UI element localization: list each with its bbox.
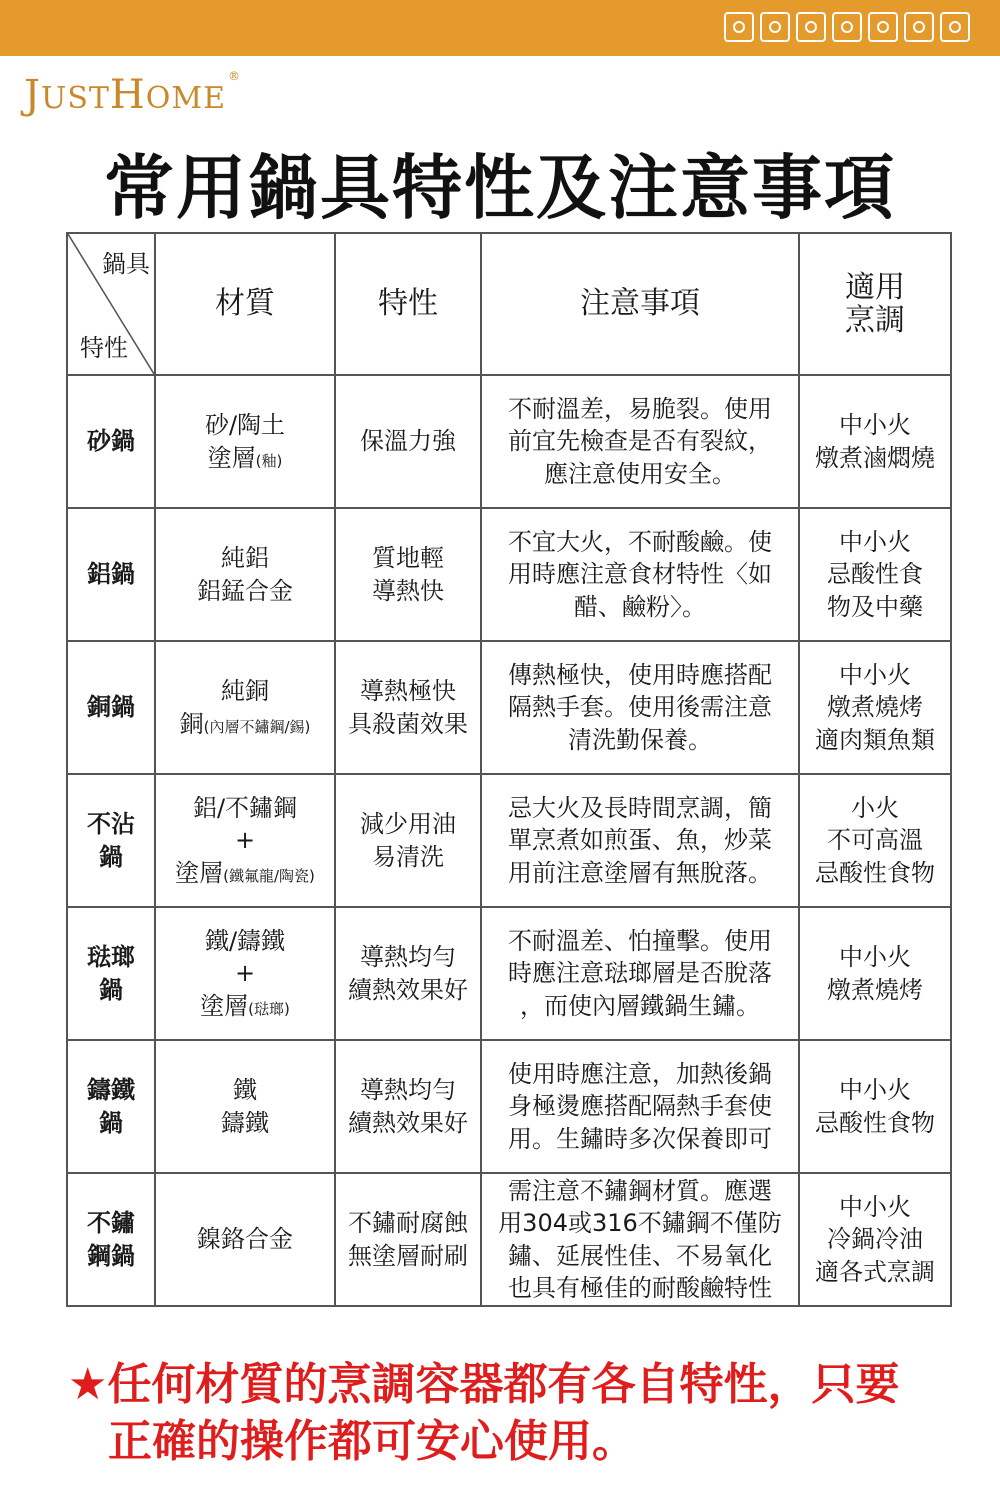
material-line: 鎳鉻合金 (197, 1225, 293, 1254)
table-row (67, 774, 951, 907)
cookware-table (66, 232, 952, 1307)
table-row (67, 907, 951, 1040)
kitchen-icons (724, 12, 970, 42)
material-line: 鋁錳合金 (197, 576, 293, 605)
corner-top-label: 鍋具 (102, 250, 150, 278)
feature-line: 減少用油 (360, 810, 456, 839)
feature-cell (335, 641, 481, 774)
cookware-name-line: 鑄鐵 (87, 1076, 135, 1105)
header-feature: 特性 (335, 233, 481, 375)
footer-line-2: 正確的操作都可安心使用。 (108, 1416, 636, 1468)
material-line: 砂/陶土 (204, 411, 286, 440)
cookware-name (67, 1173, 155, 1306)
cooking-cell (799, 1173, 951, 1306)
cooking-line: 不可高溫 (827, 826, 923, 855)
bottle-icon (760, 12, 790, 42)
notes-line: 用。生鏽時多次保養即可 (508, 1124, 772, 1153)
feature-line: 易清洗 (372, 842, 444, 871)
cooking-cell (799, 375, 951, 508)
material-line: 鋁/不鏽鋼 (192, 793, 298, 822)
pan-icon (796, 12, 826, 42)
feature-line: 保溫力強 (360, 427, 456, 456)
notes-cell (481, 1173, 799, 1306)
chef-icon (904, 12, 934, 42)
feature-cell (335, 375, 481, 508)
feature-cell (335, 774, 481, 907)
notes-line: 時應注意琺瑯層是否脫落 (508, 959, 772, 988)
notes-cell (481, 508, 799, 641)
material-line: 純鋁 (221, 544, 269, 573)
cookware-name (67, 907, 155, 1040)
cooking-line: 忌酸性食 (827, 560, 923, 589)
feature-line: 不鏽耐腐蝕 (348, 1209, 468, 1238)
cooking-line: 小火 (851, 793, 899, 822)
cooking-line: 忌酸性食物 (815, 1108, 935, 1137)
feature-cell (335, 1040, 481, 1173)
material-cell (155, 508, 335, 641)
notes-line: ，而使內層鐵鍋生鏽。 (520, 991, 760, 1020)
notes-cell (481, 1040, 799, 1173)
feature-line: 無塗層耐刷 (348, 1241, 468, 1270)
cookware-name (67, 375, 155, 508)
notes-cell (481, 774, 799, 907)
cooking-cell (799, 907, 951, 1040)
table-row (67, 1173, 951, 1306)
cooking-line: 適肉類魚類 (815, 725, 935, 754)
cooking-line: 中小火 (839, 411, 911, 440)
cookware-name-line: 鋼鍋 (87, 1241, 135, 1270)
cooking-line: 中小火 (839, 1192, 911, 1221)
material-line: 鑄鐵 (221, 1108, 269, 1137)
material-line: 銅(內層不鏽鋼/錫) (179, 709, 311, 738)
cooking-line: 燉煮燒烤 (827, 693, 923, 722)
cookware-name-line: 鋁鍋 (87, 560, 135, 589)
material-cell (155, 641, 335, 774)
bowl-icon (868, 12, 898, 42)
cooking-line: 物及中藥 (827, 592, 923, 621)
cookware-name-line: 鍋 (99, 975, 123, 1004)
notes-line: 隔熱手套。使用後需注意 (508, 693, 772, 722)
feature-line: 質地輕 (372, 544, 444, 573)
cooking-line: 中小火 (839, 660, 911, 689)
material-line: 塗層(琺瑯) (200, 991, 290, 1020)
cookware-name-line: 砂鍋 (87, 427, 135, 456)
cooking-line: 忌酸性食物 (815, 858, 935, 887)
notes-line: 應注意使用安全。 (544, 459, 736, 488)
cooking-line: 燉煮燒烤 (827, 975, 923, 1004)
pot-icon (724, 12, 754, 42)
table-row (67, 641, 951, 774)
cooking-line: 適各式烹調 (815, 1257, 935, 1286)
cooking-line: 中小火 (839, 943, 911, 972)
timer-icon (940, 12, 970, 42)
feature-cell (335, 907, 481, 1040)
feature-line: 導熱均勻 (360, 943, 456, 972)
cooking-line: 燉煮滷燜燒 (815, 443, 935, 472)
feature-line: 續熱效果好 (348, 975, 468, 1004)
cookware-name-line: 琺瑯 (87, 943, 135, 972)
footer-note (68, 1356, 968, 1470)
notes-line: 不宜大火，不耐酸鹼。使 (508, 527, 772, 556)
material-cell (155, 774, 335, 907)
material-line: 鐵 (233, 1076, 257, 1105)
notes-line: 傳熱極快，使用時應搭配 (508, 660, 772, 689)
feature-line: 續熱效果好 (348, 1108, 468, 1137)
notes-line: 使用時應注意，加熱後鍋 (508, 1059, 772, 1088)
notes-line: 也具有極佳的耐酸鹼特性 (508, 1273, 772, 1302)
header-cooking: 適用 烹調 (799, 233, 951, 375)
cookware-name (67, 641, 155, 774)
header-material: 材質 (155, 233, 335, 375)
notes-cell (481, 907, 799, 1040)
cooking-cell (799, 774, 951, 907)
corner-bottom-label: 特性 (80, 333, 128, 362)
material-cell (155, 907, 335, 1040)
notes-line: 忌大火及長時間烹調，簡 (508, 793, 772, 822)
cookware-name-line: 鍋 (99, 842, 123, 871)
cooking-cell (799, 1040, 951, 1173)
cookware-name (67, 1040, 155, 1173)
cookware-name-line: 鍋 (99, 1108, 123, 1137)
cookware-name (67, 774, 155, 907)
notes-line: 單烹煮如煎蛋、魚，炒菜 (508, 826, 772, 855)
table-header-row (67, 233, 951, 375)
footer-line-1: ★任何材質的烹調容器都有各自特性，只要 (68, 1359, 900, 1410)
notes-cell (481, 641, 799, 774)
feature-line: 導熱快 (372, 576, 444, 605)
material-cell (155, 375, 335, 508)
notes-line: 不耐溫差、怕撞擊。使用 (508, 926, 772, 955)
brand-logo: JUSTHOME® (24, 68, 242, 118)
material-line: 塗層(鐵氟龍/陶瓷) (175, 858, 315, 887)
material-line: 塗層(釉) (207, 443, 283, 472)
material-line: + (234, 959, 256, 988)
corner-cell (67, 233, 155, 375)
material-line: + (234, 826, 256, 855)
feature-cell (335, 508, 481, 641)
notes-line: 不耐溫差，易脆裂。使用 (508, 394, 772, 423)
feature-line: 導熱極快 (360, 677, 456, 706)
cooking-cell (799, 508, 951, 641)
material-line: 純銅 (221, 677, 269, 706)
notes-line: 用304或316不鏽鋼不僅防 (498, 1209, 782, 1238)
cooking-cell (799, 641, 951, 774)
notes-line: 鏽、延展性佳、不易氧化 (508, 1241, 772, 1270)
header-notes: 注意事項 (481, 233, 799, 375)
notes-line: 用前注意塗層有無脫落。 (508, 858, 772, 887)
material-cell (155, 1173, 335, 1306)
notes-cell (481, 375, 799, 508)
page-title: 常用鍋具特性及注意事項 (104, 147, 896, 229)
top-banner (0, 0, 1000, 56)
cookware-name-line: 不沾 (87, 810, 135, 839)
cookware-name (67, 508, 155, 641)
notes-line: 身極燙應搭配隔熱手套使 (508, 1092, 772, 1121)
table-row (67, 508, 951, 641)
material-cell (155, 1040, 335, 1173)
cookware-name-line: 不鏽 (87, 1209, 135, 1238)
cooking-line: 中小火 (839, 527, 911, 556)
material-line: 鐵/鑄鐵 (204, 926, 286, 955)
cup-icon (832, 12, 862, 42)
cooking-line: 冷鍋冷油 (827, 1225, 923, 1254)
feature-cell (335, 1173, 481, 1306)
notes-line: 清洗勤保養。 (568, 725, 712, 754)
notes-line: 需注意不鏽鋼材質。應選 (508, 1176, 772, 1205)
notes-line: 用時應注意食材特性〈如 (508, 560, 772, 589)
table-row (67, 1040, 951, 1173)
table-row (67, 375, 951, 508)
cookware-name-line: 銅鍋 (87, 693, 135, 722)
notes-line: 前宜先檢查是否有裂紋， (508, 427, 772, 456)
feature-line: 導熱均勻 (360, 1076, 456, 1105)
cooking-line: 中小火 (839, 1076, 911, 1105)
feature-line: 具殺菌效果 (348, 709, 468, 738)
notes-line: 醋、鹼粉〉。 (574, 592, 706, 621)
